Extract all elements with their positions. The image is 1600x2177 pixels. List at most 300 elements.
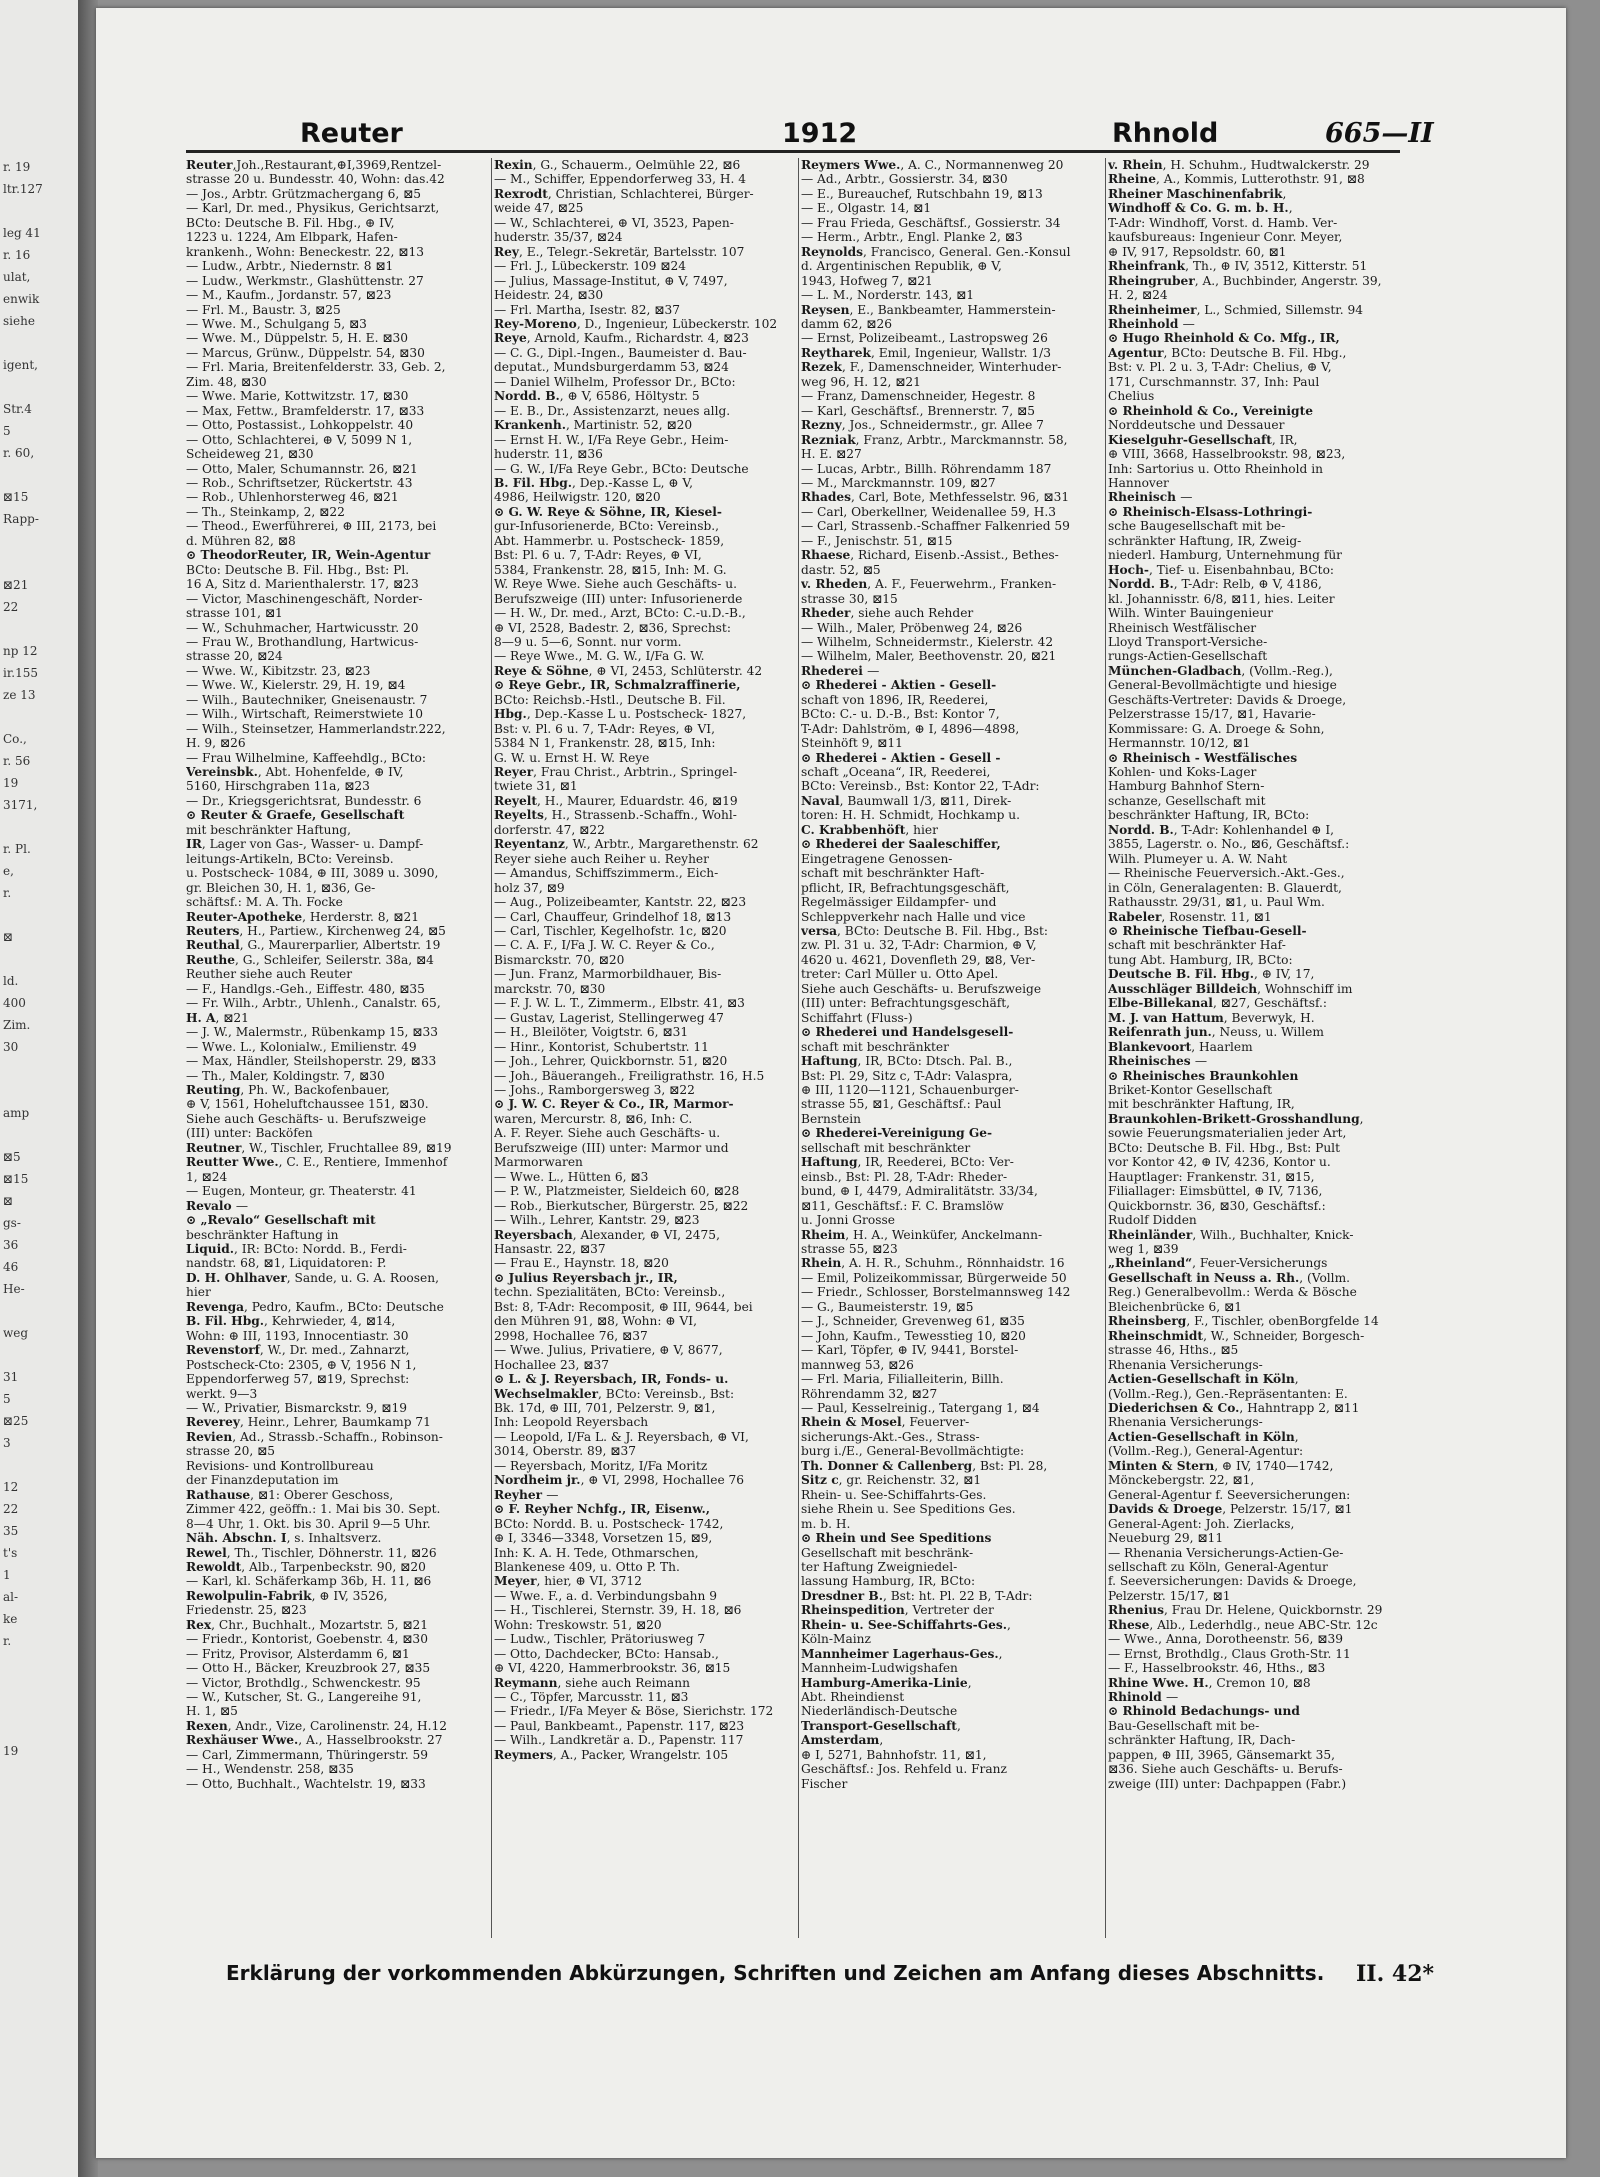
directory-line: — Amandus, Schiffszimmerm., Eich- bbox=[494, 866, 719, 881]
directory-line: Rheinländer, Wilh., Buchhalter, Knick- bbox=[1108, 1227, 1354, 1242]
directory-line: Reuting, Ph. W., Backofenbauer, bbox=[186, 1083, 390, 1097]
facing-page-fragment: r. bbox=[3, 886, 12, 900]
directory-line: — Carl, Chauffeur, Grindelhof 18, ⊠13 bbox=[494, 909, 732, 924]
directory-line: leitungs-Artikeln, BCto: Vereinsb. bbox=[186, 851, 394, 866]
directory-line: Bst: 8, T-Adr: Recomposit, ⊕ III, 9644, bei bbox=[494, 1299, 753, 1314]
facing-page-fragment: ze 13 bbox=[3, 688, 36, 702]
directory-line: (III) unter: Befrachtungsgeschäft, bbox=[801, 996, 1011, 1011]
directory-line: dorferstr. 47, ⊠22 bbox=[494, 822, 605, 837]
directory-line: Abt. Rheindienst bbox=[801, 1690, 905, 1705]
directory-line: weg 96, H. 12, ⊠21 bbox=[801, 374, 921, 389]
directory-line: Heidestr. 24, ⊠30 bbox=[494, 288, 604, 303]
facing-page-fragment: t's bbox=[3, 1546, 18, 1560]
header-rule bbox=[186, 150, 1400, 153]
directory-line: — Wwe. L., Kolonialw., Emilienstr. 49 bbox=[186, 1039, 417, 1054]
directory-line: Rhein- u. See-Schiffahrts-Ges., bbox=[801, 1617, 1011, 1632]
directory-line: General-Agentur f. Seeversicherungen: bbox=[1108, 1487, 1351, 1502]
directory-line: Lloyd Transport-Versiche- bbox=[1108, 634, 1268, 649]
directory-line: sowie Feuerungsmaterialien jeder Art, bbox=[1108, 1126, 1347, 1141]
directory-line: — Th., Steinkamp, 2, ⊠22 bbox=[186, 504, 345, 519]
directory-line: Nordd. B., T-Adr: Kohlenhandel ⊕ I, bbox=[1108, 822, 1335, 837]
directory-line: — Johs., Ramborgersweg 3, ⊠22 bbox=[494, 1083, 695, 1097]
directory-line: — Fritz, Provisor, Alsterdamm 6, ⊠1 bbox=[186, 1646, 410, 1661]
directory-line: Kieselguhr-Gesellschaft, IR, bbox=[1108, 432, 1298, 447]
directory-line: — Wilh., Lehrer, Kantstr. 29, ⊠23 bbox=[494, 1213, 700, 1228]
directory-line: C. Krabbenhöft, hier bbox=[801, 822, 938, 837]
directory-line: — Theod., Ewerführerei, ⊕ III, 2173, bei bbox=[186, 519, 437, 534]
directory-line: — Frl. M., Baustr. 3, ⊠25 bbox=[186, 302, 341, 317]
directory-line: Rheinheimer, L., Schmied, Sillemstr. 94 bbox=[1108, 302, 1363, 317]
directory-line: 5384 N 1, Frankenstr. 28, ⊠15, Inh: bbox=[494, 736, 716, 751]
directory-line: Rheinisches — bbox=[1108, 1054, 1208, 1069]
directory-line: H. E. ⊠27 bbox=[801, 447, 862, 462]
directory-line: Inh: Leopold Reyersbach bbox=[494, 1415, 649, 1430]
directory-line: sche Baugesellschaft mit be- bbox=[1108, 519, 1286, 534]
directory-line: — Victor, Maschinengeschäft, Norder- bbox=[186, 591, 423, 606]
directory-line: schaft mit beschränkter bbox=[801, 1039, 949, 1054]
directory-line: — Ludw., Werkmstr., Glashüttenstr. 27 bbox=[186, 273, 424, 288]
directory-line: weg 1, ⊠39 bbox=[1108, 1241, 1179, 1256]
directory-line: — H. W., Dr. med., Arzt, BCto: C.-u.D.-B., bbox=[494, 606, 746, 621]
directory-line: ⊙ Rhederei-Vereinigung Ge- bbox=[801, 1126, 993, 1141]
directory-line: 171, Curschmannstr. 37, Inh: Paul bbox=[1108, 374, 1320, 389]
directory-line: Reuter,Joh.,Restaurant,⊕I,3969,Rentzel- bbox=[186, 158, 442, 172]
facing-page-fragment: 12 bbox=[3, 1480, 19, 1494]
directory-line: Rathausstr. 29/31, ⊠1, u. Paul Wm. bbox=[1108, 895, 1325, 910]
directory-line: — Wilh., Maler, Pröbenweg 24, ⊠26 bbox=[801, 620, 1023, 635]
directory-line: waren, Mercurstr. 8, ⊠6, Inh: C. bbox=[494, 1111, 693, 1126]
directory-line: sellschaft zu Köln, General-Agentur bbox=[1108, 1559, 1328, 1574]
facing-page-fragment: leg 41 bbox=[3, 226, 41, 240]
directory-line: Rexhäuser Wwe., A., Hasselbrookstr. 27 bbox=[186, 1733, 443, 1748]
directory-line: nandstr. 68, ⊠1, Liquidatoren: P. bbox=[186, 1256, 387, 1271]
directory-line: 16 A, Sitz d. Marienthalerstr. 17, ⊠23 bbox=[186, 577, 419, 592]
header-left-word: Reuter bbox=[300, 118, 403, 149]
directory-line: Mönckebergstr. 22, ⊠1, bbox=[1108, 1473, 1255, 1488]
facing-page-fragment: Co., bbox=[3, 732, 27, 746]
directory-line: Quickbornstr. 36, ⊠30, Geschäftsf.: bbox=[1108, 1198, 1326, 1213]
directory-line: Reyher — bbox=[494, 1487, 559, 1502]
directory-line: — Joh., Bäuerangeh., Freiligrathstr. 16, H.5 bbox=[494, 1068, 765, 1083]
directory-line: Krankenh., Martinistr. 52, ⊠20 bbox=[494, 418, 693, 433]
directory-line: Rhenius, Frau Dr. Helene, Quickbornstr. 29 bbox=[1108, 1603, 1383, 1618]
directory-line: Revisions- und Kontrollbureau bbox=[186, 1458, 374, 1473]
directory-line: ter Haftung Zweigniedel- bbox=[801, 1559, 958, 1574]
directory-line: Revenga, Pedro, Kaufm., BCto: Deutsche bbox=[186, 1299, 444, 1314]
directory-line: — Wwe. M., Schulgang 5, ⊠3 bbox=[186, 316, 367, 331]
directory-line: 3014, Oberstr. 89, ⊠37 bbox=[494, 1444, 636, 1459]
directory-line: — Karl, kl. Schäferkamp 36b, H. 11, ⊠6 bbox=[186, 1574, 432, 1589]
directory-line: Inh: Sartorius u. Otto Rheinhold in bbox=[1108, 461, 1323, 476]
directory-line: Haftung, IR, Reederei, BCto: Ver- bbox=[801, 1155, 1014, 1170]
directory-line: Reyer, Frau Christ., Arbtrin., Springel- bbox=[494, 765, 738, 780]
directory-line: Nordheim jr., ⊕ VI, 2998, Hochallee 76 bbox=[494, 1473, 745, 1488]
directory-line: — E., Olgastr. 14, ⊠1 bbox=[801, 201, 932, 216]
directory-line: Rheiner Maschinenfabrik, bbox=[1108, 186, 1287, 201]
directory-line: — Otto, Dachdecker, BCto: Hansab., bbox=[494, 1646, 719, 1661]
directory-line: burg i./E., General-Bevollmächtigte: bbox=[801, 1444, 1025, 1459]
directory-line: Deutsche B. Fil. Hbg., ⊕ IV, 17, bbox=[1108, 967, 1315, 982]
directory-line: Rewoldt, Alb., Tarpenbeckstr. 90, ⊠20 bbox=[186, 1559, 426, 1574]
directory-line: „Rheinland“, Feuer-Versicherungs bbox=[1108, 1256, 1328, 1271]
directory-line: Hoch-, Tief- u. Eisenbahnbau, BCto: bbox=[1108, 562, 1335, 577]
directory-line: — Wwe. W., Kielerstr. 29, H. 19, ⊠4 bbox=[186, 678, 406, 693]
directory-line: — W., Privatier, Bismarckstr. 9, ⊠19 bbox=[186, 1400, 407, 1415]
directory-line: Reuthal, G., Maurerparlier, Albertstr. 19 bbox=[186, 938, 441, 953]
directory-line: beschränkter Haftung in bbox=[186, 1227, 339, 1242]
directory-line: 3855, Lagerstr. o. No., ⊠6, Geschäftsf.: bbox=[1108, 837, 1350, 852]
directory-line: pflicht, IR, Befrachtungsgeschäft, bbox=[801, 880, 1010, 895]
directory-line: siehe Rhein u. See Speditions Ges. bbox=[801, 1502, 1016, 1517]
directory-line: Rhese, Alb., Lederhdlg., neue ABC-Str. 12c bbox=[1108, 1617, 1378, 1632]
directory-line: Eingetragene Genossen- bbox=[801, 851, 953, 866]
directory-line: versa, BCto: Deutsche B. Fil. Hbg., Bst: bbox=[801, 924, 1049, 939]
directory-line: Rathause, ⊠1: Oberer Geschoss, bbox=[186, 1487, 394, 1502]
directory-line: BCto: Nordd. B. u. Postscheck- 1742, bbox=[494, 1516, 724, 1531]
directory-line: — W., Kutscher, St. G., Langereihe 91, bbox=[186, 1690, 422, 1705]
directory-line: Mannheim-Ludwigshafen bbox=[801, 1661, 958, 1676]
directory-line: Reyer siehe auch Reiher u. Reyher bbox=[494, 851, 709, 866]
directory-line: — Carl, Zimmermann, Thüringerstr. 59 bbox=[186, 1747, 429, 1762]
facing-page-fragment: Zim. bbox=[3, 1018, 31, 1032]
directory-line: Bk. 17d, ⊕ III, 701, Pelzerstr. 9, ⊠1, bbox=[494, 1400, 716, 1415]
directory-line: ⊕ V, 1561, Hoheluftchaussee 151, ⊠30. bbox=[186, 1097, 429, 1112]
directory-line: (III) unter: Backöfen bbox=[186, 1126, 313, 1141]
directory-line: v. Rhein, H. Schuhm., Hudtwalckerstr. 29 bbox=[1108, 158, 1370, 172]
directory-line: strasse 55, ⊠23 bbox=[801, 1241, 898, 1256]
directory-line: — Max, Händler, Steilshoperstr. 29, ⊠33 bbox=[186, 1054, 437, 1069]
page-number: II. 42* bbox=[1356, 1961, 1435, 1987]
directory-line: — Aug., Polizeibeamter, Kantstr. 22, ⊠23 bbox=[494, 895, 747, 910]
directory-line: — C. A. F., I/Fa J. W. C. Reyer & Co., bbox=[494, 938, 715, 953]
abbreviation-note: Erklärung der vorkommenden Abkürzungen, Schriften und Zeichen am Anfang dieses Abschnitts. bbox=[226, 1961, 1325, 1985]
directory-line: — H., Wendenstr. 258, ⊠35 bbox=[186, 1762, 354, 1777]
directory-line: Rhades, Carl, Bote, Methfesselstr. 96, ⊠31 bbox=[801, 490, 1070, 505]
directory-line: — Gustav, Lagerist, Stellingerweg 47 bbox=[494, 1010, 724, 1025]
directory-line: 5384, Frankenstr. 28, ⊠15, Inh: M. G. bbox=[494, 562, 727, 577]
directory-line: Reye & Söhne, ⊕ VI, 2453, Schlüterstr. 42 bbox=[494, 663, 763, 678]
directory-line: ⊕ IV, 917, Repsoldstr. 60, ⊠1 bbox=[1108, 244, 1287, 259]
directory-line: — Franz, Damenschneider, Hegestr. 8 bbox=[801, 389, 1036, 404]
directory-line: — Jos., Arbtr. Grützmachergang 6, ⊠5 bbox=[186, 186, 422, 201]
directory-line: Niederländisch-Deutsche bbox=[801, 1704, 958, 1719]
directory-line: tung Abt. Hamburg, IR, BCto: bbox=[1108, 952, 1293, 967]
directory-line: 8—4 Uhr, 1. Okt. bis 30. April 9—5 Uhr. bbox=[186, 1516, 431, 1531]
directory-line: Rewel, Th., Tischler, Döhnerstr. 11, ⊠26 bbox=[186, 1545, 437, 1560]
directory-line: ⊙ Rhederei und Handelsgesell- bbox=[801, 1025, 1014, 1040]
directory-line: Blankenese 409, u. Otto P. Th. bbox=[494, 1559, 680, 1574]
directory-line: huderstr. 35/37, ⊠24 bbox=[494, 230, 623, 245]
directory-line: den Mühren 91, ⊠8, Wohn: ⊕ VI, bbox=[494, 1314, 697, 1329]
directory-line: Meyer, hier, ⊕ VI, 3712 bbox=[494, 1574, 642, 1589]
directory-line: Reuther siehe auch Reuter bbox=[186, 967, 353, 982]
directory-line: Nordd. B., ⊕ V, 6586, Höltystr. 5 bbox=[494, 389, 700, 404]
directory-line: — Frau E., Haynstr. 18, ⊠20 bbox=[494, 1256, 669, 1271]
directory-line: — Frl. J., Lübeckerstr. 109 ⊠24 bbox=[494, 259, 686, 274]
directory-line: — Reyersbach, Moritz, I/Fa Moritz bbox=[494, 1458, 708, 1473]
column-4 bbox=[1108, 158, 1408, 1943]
directory-line: — G., Baumeisterstr. 19, ⊠5 bbox=[801, 1299, 974, 1314]
directory-line: Rhein, A. H. R., Schuhm., Rönnhaidstr. 16 bbox=[801, 1256, 1065, 1271]
directory-line: Rheinspedition, Vertreter der bbox=[801, 1603, 994, 1618]
directory-line: — Emil, Polizeikommissar, Bürgerweide 50 bbox=[801, 1270, 1067, 1285]
directory-line: Revien, Ad., Strassb.-Schaffn., Robinson- bbox=[186, 1429, 443, 1444]
directory-line: Norddeutsche und Dessauer bbox=[1108, 418, 1285, 433]
directory-line: zweige (III) unter: Dachpappen (Fabr.) bbox=[1108, 1776, 1347, 1791]
directory-line: ⊙ Reuter & Graefe, Gesellschaft bbox=[186, 808, 405, 823]
directory-line: Rexen, Andr., Vize, Carolinenstr. 24, H.12 bbox=[186, 1718, 448, 1733]
directory-line: Postscheck-Cto: 2305, ⊕ V, 1956 N 1, bbox=[186, 1357, 417, 1372]
directory-line: Rhein- u. See-Schiffahrts-Ges. bbox=[801, 1487, 987, 1502]
directory-line: — Frl. Maria, Filialleiterin, Billh. bbox=[801, 1372, 1004, 1387]
directory-line: Scheideweg 21, ⊠30 bbox=[186, 447, 314, 462]
directory-line: Wilh. Winter Bauingenieur bbox=[1108, 606, 1274, 621]
directory-line: — C. G., Dipl.-Ingen., Baumeister d. Bau- bbox=[494, 345, 747, 360]
directory-line: 1943, Hofweg 7, ⊠21 bbox=[801, 273, 933, 288]
directory-line: Reyelts, H., Strassenb.-Schaffn., Wohl- bbox=[494, 808, 737, 823]
directory-line: — Otto, Maler, Schumannstr. 26, ⊠21 bbox=[186, 461, 418, 476]
directory-line: lassung Hamburg, IR, BCto: bbox=[801, 1574, 976, 1589]
directory-line: strasse 55, ⊠1, Geschäftsf.: Paul bbox=[801, 1097, 1002, 1112]
facing-page-fragment: Rapp- bbox=[3, 512, 39, 526]
directory-line: Wohn: Treskowstr. 51, ⊠20 bbox=[494, 1617, 662, 1632]
directory-line: — Frl. Martha, Isestr. 82, ⊠37 bbox=[494, 302, 680, 317]
directory-line: — Friedr., Schlosser, Borstelmannsweg 142 bbox=[801, 1285, 1071, 1300]
directory-line: ⊠11, Geschäftsf.: F. C. Bramslöw bbox=[801, 1198, 1004, 1213]
directory-line: — Th., Maler, Koldingstr. 7, ⊠30 bbox=[186, 1068, 385, 1083]
directory-line: krankenh., Wohn: Beneckestr. 22, ⊠13 bbox=[186, 244, 424, 259]
facing-page-fragment: 19 bbox=[3, 1744, 19, 1758]
directory-line: Blankevoort, Haarlem bbox=[1108, 1039, 1253, 1054]
directory-line: Dresdner B., Bst: ht. Pl. 22 B, T-Adr: bbox=[801, 1588, 1033, 1603]
directory-line: — Rob., Schriftsetzer, Rückertstr. 43 bbox=[186, 475, 413, 490]
directory-line: Reyelt, H., Maurer, Eduardstr. 46, ⊠19 bbox=[494, 793, 738, 808]
directory-line: beschränkter Haftung, IR, BCto: bbox=[1108, 808, 1310, 823]
directory-line: — Carl, Strassenb.-Schaffner Falkenried 59 bbox=[801, 519, 1070, 534]
directory-line: strasse 46, Hths., ⊠5 bbox=[1108, 1343, 1239, 1358]
facing-page-fragment: ir.155 bbox=[3, 666, 38, 680]
directory-line: ⊙ „Revalo“ Gesellschaft mit bbox=[186, 1213, 376, 1228]
directory-line: — P. W., Platzmeister, Sieldeich 60, ⊠28 bbox=[494, 1184, 740, 1199]
directory-line: ⊠36. Siehe auch Geschäfts- u. Berufs- bbox=[1108, 1762, 1343, 1777]
directory-line: — Friedr., I/Fa Meyer & Böse, Sierichstr. 172 bbox=[494, 1704, 774, 1719]
directory-line: — Joh., Lehrer, Quickbornstr. 51, ⊠20 bbox=[494, 1054, 728, 1069]
directory-line: H. 1, ⊠5 bbox=[186, 1704, 238, 1719]
directory-line: G. W. u. Ernst H. W. Reye bbox=[494, 750, 650, 765]
directory-line: treter: Carl Müller u. Otto Apel. bbox=[801, 967, 999, 982]
directory-line: Schiffahrt (Fluss-) bbox=[801, 1010, 913, 1025]
facing-page-fragment: 36 bbox=[3, 1238, 19, 1252]
facing-page-fragment: gs- bbox=[3, 1216, 21, 1230]
directory-line: Berufszweige (III) unter: Marmor und bbox=[494, 1140, 729, 1155]
directory-line: — Ludw., Tischler, Prätoriusweg 7 bbox=[494, 1632, 706, 1647]
directory-line: — Wwe. F., a. d. Verbindungsbahn 9 bbox=[494, 1588, 717, 1603]
directory-line: — W., Schuhmacher, Hartwicusstr. 20 bbox=[186, 620, 419, 635]
directory-line: 5160, Hirschgraben 11a, ⊠23 bbox=[186, 779, 370, 794]
directory-line: — Leopold, I/Fa L. & J. Reyersbach, ⊕ VI, bbox=[494, 1429, 749, 1444]
facing-page-fragment: ld. bbox=[3, 974, 19, 988]
directory-line: 1223 u. 1224, Am Elbpark, Hafen- bbox=[186, 230, 398, 245]
directory-line: Berufszweige (III) unter: Infusorienerde bbox=[494, 591, 743, 606]
directory-line: — John, Kaufm., Tewesstieg 10, ⊠20 bbox=[801, 1328, 1026, 1343]
directory-line: Rhederei — bbox=[801, 663, 880, 678]
directory-line: — Friedr., Kontorist, Goebenstr. 4, ⊠30 bbox=[186, 1632, 428, 1647]
directory-line: Zim. 48, ⊠30 bbox=[186, 374, 267, 389]
directory-line: Diederichsen & Co., Hahntrapp 2, ⊠11 bbox=[1108, 1400, 1360, 1415]
facing-page-fragment: 31 bbox=[3, 1370, 19, 1384]
directory-line: Reymann, siehe auch Reimann bbox=[494, 1675, 691, 1690]
facing-page-edge bbox=[0, 0, 78, 2177]
directory-line: Nordd. B., T-Adr: Relb, ⊕ V, 4186, bbox=[1108, 577, 1322, 592]
directory-line: ⊕ VIII, 3668, Hasselbrookstr. 98, ⊠23, bbox=[1108, 447, 1346, 462]
directory-line: ⊙ Rhederei der Saaleschiffer, bbox=[801, 837, 1001, 852]
directory-line: schaft „Oceana“, IR, Reederei, bbox=[801, 765, 991, 780]
directory-line: Amsterdam, bbox=[801, 1733, 884, 1748]
directory-line: niederl. Hamburg, Unternehmung für bbox=[1108, 548, 1343, 563]
directory-line: pappen, ⊕ III, 3965, Gänsemarkt 35, bbox=[1108, 1747, 1336, 1762]
facing-page-fragment: amp bbox=[3, 1106, 30, 1120]
directory-line: General-Bevollmächtigte und hiesige bbox=[1108, 678, 1337, 693]
directory-line: f. Seeversicherungen: Davids & Droege, bbox=[1108, 1574, 1357, 1589]
directory-line: Rezny, Jos., Schneidermstr., gr. Allee 7 bbox=[801, 418, 1044, 433]
directory-line: schränkter Haftung, IR, Zweig- bbox=[1108, 533, 1302, 548]
directory-line: — Otto, Schlachterei, ⊕ V, 5099 N 1, bbox=[186, 432, 413, 447]
directory-line: — Wwe. Marie, Kottwitzstr. 17, ⊠30 bbox=[186, 389, 409, 404]
directory-line: — Carl, Oberkellner, Weidenallee 59, H.3 bbox=[801, 504, 1057, 519]
directory-line: H. 9, ⊠26 bbox=[186, 736, 246, 751]
directory-line: Schleppverkehr nach Halle und vice bbox=[801, 909, 1026, 924]
directory-line: — Wilh., Landkretär a. D., Papenstr. 117 bbox=[494, 1733, 744, 1748]
directory-line: Rheinisch — bbox=[1108, 490, 1193, 505]
directory-line: schäftsf.: M. A. Th. Focke bbox=[186, 895, 343, 910]
directory-line: — Wwe., Anna, Dorotheenstr. 56, ⊠39 bbox=[1108, 1632, 1344, 1647]
directory-line: Reymers, A., Packer, Wrangelstr. 105 bbox=[494, 1747, 729, 1762]
directory-line: Rey-Moreno, D., Ingenieur, Lübeckerstr. 102 bbox=[494, 316, 778, 331]
directory-line: strasse 20, ⊠24 bbox=[186, 649, 283, 664]
directory-line: kaufsbureaus: Ingenieur Conr. Meyer, bbox=[1108, 230, 1343, 245]
directory-line: — Otto, Buchhalt., Wachtelstr. 19, ⊠33 bbox=[186, 1776, 426, 1791]
directory-line: — Wilhelm, Schneidermstr., Kielerstr. 42 bbox=[801, 634, 1054, 649]
directory-line: Revalo — bbox=[186, 1198, 249, 1213]
directory-line: Rheinsberg, F., Tischler, obenBorgfelde 14 bbox=[1108, 1314, 1379, 1329]
directory-line: ⊕ VI, 2528, Badestr. 2, ⊠36, Sprechst: bbox=[494, 620, 731, 635]
directory-line: Pelzerstr. 15/17, ⊠1 bbox=[1108, 1588, 1231, 1603]
directory-line: D. H. Ohlhaver, Sande, u. G. A. Roosen, bbox=[186, 1270, 439, 1285]
directory-line: ⊙ Rhederei - Aktien - Gesell- bbox=[801, 678, 997, 693]
directory-line: 1, ⊠24 bbox=[186, 1169, 228, 1184]
column-2 bbox=[494, 158, 794, 1943]
directory-line: M. J. van Hattum, Beverwyk, H. bbox=[1108, 1010, 1315, 1025]
facing-page-fragment: 5 bbox=[3, 1392, 11, 1406]
directory-line: Reytharek, Emil, Ingenieur, Wallstr. 1/3 bbox=[801, 345, 1051, 360]
directory-line: — Paul, Bankbeamt., Papenstr. 117, ⊠23 bbox=[494, 1718, 745, 1733]
directory-line: — Frau Wilhelmine, Kaffeehdlg., BCto: bbox=[186, 750, 426, 765]
facing-page-fragment: 22 bbox=[3, 1502, 19, 1516]
directory-line: — Victor, Brothdlg., Schwenckestr. 95 bbox=[186, 1675, 421, 1690]
directory-line: Bernstein bbox=[801, 1111, 861, 1126]
directory-line: Actien-Gesellschaft in Köln, bbox=[1108, 1372, 1299, 1387]
directory-line: Rexin, G., Schauerm., Oelmühle 22, ⊠6 bbox=[494, 158, 741, 172]
directory-line: ⊙ Rhederei - Aktien - Gesell - bbox=[801, 750, 1001, 765]
directory-line: — Wwe. W., Kibitzstr. 23, ⊠23 bbox=[186, 663, 371, 678]
directory-line: u. Postscheck- 1084, ⊕ III, 3089 u. 3090, bbox=[186, 866, 439, 881]
directory-line: schränkter Haftung, IR, Dach- bbox=[1108, 1733, 1296, 1748]
directory-line: General-Agent: Joh. Zierlacks, bbox=[1108, 1516, 1295, 1531]
directory-line: Bismarckstr. 70, ⊠20 bbox=[494, 952, 625, 967]
directory-line: — M., Kaufm., Jordanstr. 57, ⊠23 bbox=[186, 288, 392, 303]
directory-line: — J., Schneider, Grevenweg 61, ⊠35 bbox=[801, 1314, 1025, 1329]
directory-line: — Wilh., Steinsetzer, Hammerlandstr.222, bbox=[186, 721, 446, 736]
directory-line: — Ernst, Brothdlg., Claus Groth-Str. 11 bbox=[1108, 1646, 1351, 1661]
facing-page-fragment: r. 60, bbox=[3, 446, 35, 460]
book-gutter bbox=[78, 0, 98, 2177]
directory-line: strasse 20 u. Bundesstr. 40, Wohn: das.42 bbox=[186, 172, 445, 187]
directory-line: Rhine Wwe. H., Cremon 10, ⊠8 bbox=[1108, 1675, 1311, 1690]
directory-line: Reverey, Heinr., Lehrer, Baumkamp 71 bbox=[186, 1415, 431, 1430]
directory-line: vor Kontor 42, ⊕ IV, 4236, Kontor u. bbox=[1108, 1155, 1331, 1170]
directory-line: Rheinfrank, Th., ⊕ IV, 3512, Kitterstr. 51 bbox=[1108, 259, 1368, 274]
facing-page-fragment: ⊠5 bbox=[3, 1150, 21, 1164]
directory-line: Reuters, H., Partiew., Kirchenweg 24, ⊠5 bbox=[186, 924, 446, 939]
facing-page-fragment: r. Pl. bbox=[3, 842, 31, 856]
directory-line: — Herm., Arbtr., Engl. Planke 2, ⊠3 bbox=[801, 230, 1023, 245]
directory-line: — Wwe. Julius, Privatiere, ⊕ V, 8677, bbox=[494, 1343, 723, 1358]
facing-page-fragment: r. bbox=[3, 1634, 12, 1648]
directory-line: Rhein & Mosel, Feuerver- bbox=[801, 1415, 970, 1430]
directory-line: — Wilh., Wirtschaft, Reimerstwiete 10 bbox=[186, 707, 423, 722]
directory-line: T-Adr: Dahlström, ⊕ I, 4896—4898, bbox=[801, 721, 1020, 736]
directory-line: — Frau Frieda, Geschäftsf., Gossierstr. 34 bbox=[801, 215, 1061, 230]
directory-line: Reg.) Generalbevollm.: Werda & Bösche bbox=[1108, 1285, 1357, 1300]
directory-line: — Ernst H. W., I/Fa Reye Gebr., Heim- bbox=[494, 432, 729, 447]
directory-line: mannweg 53, ⊠26 bbox=[801, 1357, 914, 1372]
directory-line: Abt. Hammerbr. u. Postscheck- 1859, bbox=[494, 533, 725, 548]
directory-line: Reymers Wwe., A. C., Normannenweg 20 bbox=[801, 158, 1064, 172]
directory-line: Bleichenbrücke 6, ⊠1 bbox=[1108, 1299, 1242, 1314]
facing-page-fragment: ltr.127 bbox=[3, 182, 43, 196]
directory-line: sellschaft mit beschränkter bbox=[801, 1140, 971, 1155]
directory-line: — Frl. Maria, Breitenfelderstr. 33, Geb. 2, bbox=[186, 360, 446, 375]
directory-line: deputat., Mundsburgerdamm 53, ⊠24 bbox=[494, 360, 729, 375]
directory-line: — Reye Wwe., M. G. W., I/Fa G. W. bbox=[494, 649, 705, 664]
facing-page-fragment: weg bbox=[3, 1326, 29, 1340]
directory-line: ⊙ Rheinisches Braunkohlen bbox=[1108, 1068, 1299, 1083]
directory-line: H. A, ⊠21 bbox=[186, 1010, 249, 1025]
directory-line: Agentur, BCto: Deutsche B. Fil. Hbg., bbox=[1108, 345, 1347, 360]
directory-line: Näh. Abschn. I, s. Inhaltsverz. bbox=[186, 1531, 382, 1546]
directory-line: Bst: Pl. 29, Sitz c, T-Adr: Valaspra, bbox=[801, 1068, 1013, 1083]
directory-line: gr. Bleichen 30, H. 1, ⊠36, Ge- bbox=[186, 880, 376, 895]
directory-line: Siehe auch Geschäfts- u. Berufszweige bbox=[801, 981, 1042, 996]
directory-line: strasse 20, ⊠5 bbox=[186, 1444, 276, 1459]
directory-line: ⊕ VI, 4220, Hammerbrookstr. 36, ⊠15 bbox=[494, 1661, 731, 1676]
facing-page-fragment: r. 19 bbox=[3, 160, 31, 174]
directory-line: Geschäfts-Vertreter: Davids & Droege, bbox=[1108, 692, 1347, 707]
directory-line: Reutter Wwe., C. E., Rentiere, Immenhof bbox=[186, 1155, 448, 1170]
directory-line: Ausschläger Billdeich, Wohnschiff im bbox=[1108, 981, 1353, 996]
directory-line: — H., Bleilöter, Voigtstr. 6, ⊠31 bbox=[494, 1025, 689, 1040]
directory-line: Elbe-Billekanal, ⊠27, Geschäftsf.: bbox=[1108, 996, 1328, 1011]
directory-line: — W., Schlachterei, ⊕ VI, 3523, Papen- bbox=[494, 215, 734, 230]
directory-line: ⊙ Rheinisch-Elsass-Lothringi- bbox=[1108, 504, 1313, 519]
directory-line: Hamburg Bahnhof Stern- bbox=[1108, 779, 1265, 794]
directory-line: — Dr., Kriegsgerichtsrat, Bundesstr. 6 bbox=[186, 793, 422, 808]
directory-line: Naval, Baumwall 1/3, ⊠11, Direk- bbox=[801, 793, 1012, 808]
directory-line: — Ludw., Arbtr., Niedernstr. 8 ⊠1 bbox=[186, 259, 394, 274]
directory-line: Gesellschaft mit beschränk- bbox=[801, 1545, 974, 1560]
directory-line: Rhenania Versicherungs- bbox=[1108, 1357, 1263, 1372]
directory-line: Neueburg 29, ⊠11 bbox=[1108, 1531, 1224, 1546]
